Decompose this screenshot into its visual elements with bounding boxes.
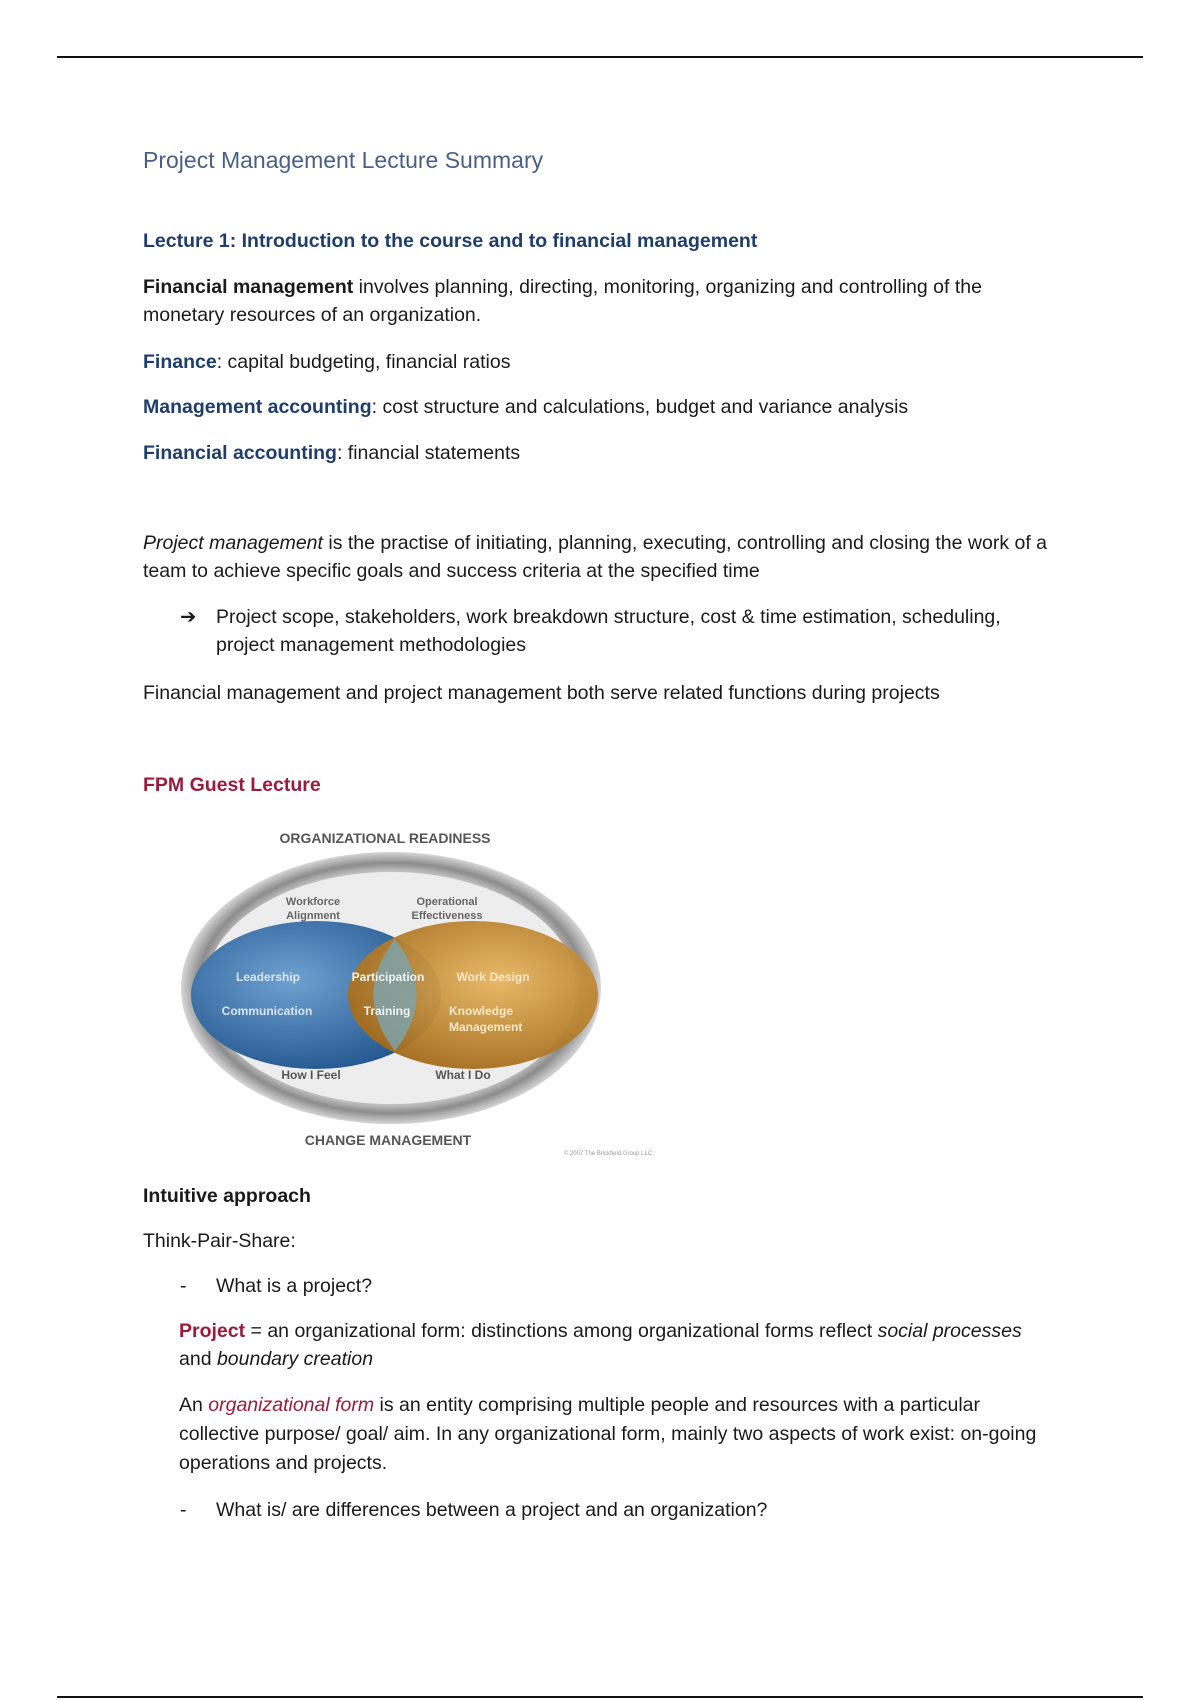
readiness-diagram (143, 817, 653, 1162)
label-what-i-do: What I Do (435, 1068, 491, 1082)
label-work-design: Work Design (456, 970, 530, 984)
project-management-paragraph (143, 529, 1063, 585)
label-workforce-1: Workforce (285, 896, 341, 908)
label-leadership: Leadership (235, 970, 301, 984)
term-financial-accounting: Financial accounting (143, 442, 337, 464)
lecture1-heading: Lecture 1: Introduction to the course and to financial management (143, 230, 758, 252)
label-knowledge-2: Management (449, 1020, 523, 1034)
management-accounting-line (143, 393, 1063, 421)
term-management-accounting: Management accounting (143, 396, 372, 418)
dash-bullet: - (180, 1499, 187, 1521)
diagram-copyright: © 2007 The Brickfield Group LLC (563, 1151, 653, 1157)
project-text-social: social processes (877, 1320, 1022, 1342)
label-training: Training (363, 1004, 411, 1018)
both-serve-paragraph: Financial management and project management both serve related functions during projects (143, 682, 940, 704)
question-1-text: What is a project? (216, 1275, 373, 1297)
financial-accounting-line (143, 439, 1063, 467)
question-1 (180, 1272, 1060, 1300)
top-rule (57, 56, 1143, 58)
question-2-text: What is/ are differences between a project and an organization? (216, 1499, 768, 1521)
label-how-i-feel: How I Feel (281, 1068, 341, 1082)
project-definition (179, 1317, 1059, 1373)
label-workforce-2: Alignment (286, 910, 340, 922)
financial-accounting-text: : financial statements (336, 442, 521, 464)
project-management-text: is the practise of initiating, planning, executing, controlling and closing the work of a team to achieve specific goals and success criteria at the specified time (143, 532, 1048, 582)
finance-text: : capital budgeting, financial ratios (216, 351, 511, 373)
arrow-icon: ➔ (180, 606, 197, 628)
label-operational-1: Operational (416, 896, 478, 908)
term-project-management: Project management (143, 532, 323, 554)
project-text-and: and (179, 1348, 217, 1370)
label-communication: Communication (221, 1004, 313, 1018)
label-change-management: CHANGE MANAGEMENT (304, 1132, 472, 1148)
term-financial-management: Financial management (143, 276, 354, 298)
dash-bullet: - (180, 1275, 187, 1297)
organizational-form-paragraph (179, 1391, 1059, 1478)
project-text-a: = an organizational form: distinctions among organizational forms reflect (245, 1320, 878, 1342)
term-project: Project (179, 1320, 246, 1342)
term-organizational-form: organizational form (208, 1394, 375, 1416)
think-pair-share: Think-Pair-Share: (143, 1230, 296, 1252)
financial-management-paragraph (143, 273, 1063, 329)
term-finance: Finance (143, 351, 217, 373)
bottom-rule (57, 1696, 1143, 1698)
financial-management-text: involves planning, directing, monitoring, organizing and controlling of the monetary resources of an organization. (143, 276, 982, 326)
org-text: is an entity comprising multiple people and resources with a particular collective purpose/ goal/ aim. In any organizational form, mainly two aspects of work exist: on-going operations and projects. (179, 1394, 1037, 1474)
guest-lecture-heading: FPM Guest Lecture (143, 774, 321, 796)
question-2 (180, 1496, 1060, 1524)
management-accounting-text: : cost structure and calculations, budget and variance analysis (371, 396, 909, 418)
intuitive-approach-heading: Intuitive approach (143, 1185, 311, 1207)
label-participation: Participation (351, 970, 425, 984)
org-text-an: An (179, 1394, 209, 1416)
finance-line (143, 348, 1063, 376)
label-operational-2: Effectiveness (411, 910, 483, 922)
document-page (143, 145, 1063, 1521)
label-knowledge-1: Knowledge (449, 1004, 514, 1018)
label-organizational-readiness: ORGANIZATIONAL READINESS (279, 830, 491, 846)
readiness-diagram-svg (143, 817, 653, 1162)
arrow-list-item (180, 603, 1060, 659)
project-text-boundary: boundary creation (216, 1348, 374, 1370)
page-title: Project Management Lecture Summary (143, 147, 544, 173)
arrow-item-text: Project scope, stakeholders, work breakdown structure, cost & time estimation, scheduling, project management methodologies (216, 606, 1001, 656)
